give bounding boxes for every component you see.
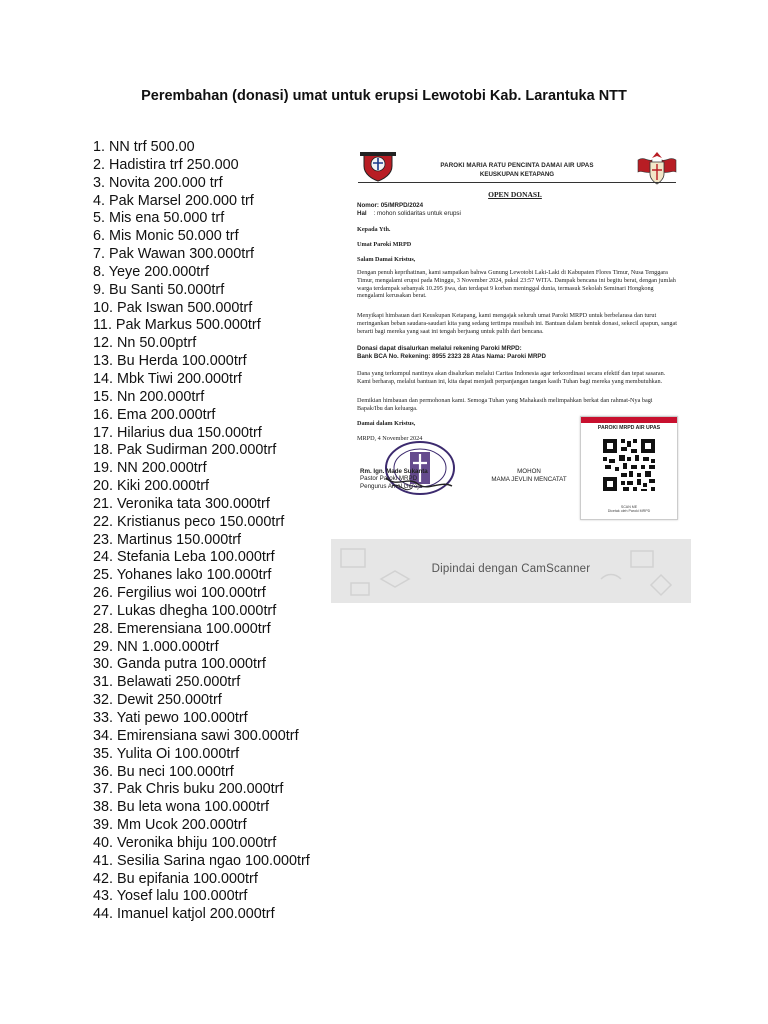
donation-item: 4. Pak Marsel 200.000 trf: [93, 192, 254, 209]
donation-item: 12. Nn 50.00ptrf: [93, 335, 197, 352]
donation-item: 1. NN trf 500.00: [93, 139, 195, 155]
diocese-emblem-icon: [634, 150, 680, 186]
page-title: Perembahan (donasi) umat untuk erupsi Lewotobi Kab. Larantuka NTT: [141, 88, 627, 104]
donation-item: 36. Bu neci 100.000trf: [93, 763, 234, 780]
donation-item: 7. Pak Wawan 300.000trf: [93, 246, 255, 263]
donation-item: 10. Pak Iswan 500.000trf: [93, 299, 253, 316]
donation-item: 23. Martinus 150.000trf: [93, 531, 241, 548]
donation-item: 27. Lukas dhegha 100.000trf: [93, 602, 277, 619]
donation-item: 28. Emerensiana 100.000trf: [93, 620, 271, 637]
donation-item: 2. Hadistira trf 250.000: [93, 156, 239, 173]
letter-closing: Damai dalam Kristus,: [357, 420, 416, 427]
donation-item: 17. Hilarius dua 150.000trf: [93, 424, 262, 441]
parish-emblem-icon: [358, 150, 398, 182]
donation-item: 3. Novita 200.000 trf: [93, 174, 223, 191]
letter-recipient: Umat Paroki MRPD: [357, 241, 412, 248]
donation-info-line1: Donasi dapat disalurkan melalui rekening Paroki MRPD:: [357, 345, 522, 352]
donation-item: 44. Imanuel katjol 200.000trf: [93, 906, 275, 923]
letter-paragraph-1: Dengan penuh keprihatinan, kami sampaikan bahwa Gunung Lewotobi Laki-Laki di Kabupaten Flores Timur, Nusa Tenggara Timur, mengalami erupsi pada Minggu, 3 November 2024, pukul 23:57 WITA. Dampak bencana ini begitu berat, dengan jumlah warga terdampak sebanyak 10.295 jiwa, dan terdapat 9 korban meninggal dunia, termasuk Sekolah Seminari Hongkong mengalami kerusakan berat.: [357, 269, 676, 300]
donation-item: 19. NN 200.000trf: [93, 460, 207, 477]
donation-item: 26. Fergilius woi 100.000trf: [93, 585, 266, 602]
donation-item: 6. Mis Monic 50.000 trf: [93, 228, 239, 245]
donation-item: 41. Sesilia Sarina ngao 100.000trf: [93, 852, 310, 869]
donation-item: 18. Pak Sudirman 200.000trf: [93, 442, 277, 459]
donation-item: 31. Belawati 250.000trf: [93, 674, 241, 691]
qr-card-foot: Dicetak oleh Paroki MRPD: [607, 509, 651, 513]
donation-item: 24. Stefania Leba 100.000trf: [93, 549, 275, 566]
letter-greeting: Salam Damai Kristus,: [357, 256, 416, 263]
letter-header-line1: PAROKI MARIA RATU PENCINTA DAMAI AIR UPAS: [440, 162, 594, 169]
donation-item: 22. Kristianus peco 150.000trf: [93, 513, 285, 530]
request-label: MOHON: [517, 468, 541, 475]
donation-item: 16. Ema 200.000trf: [93, 406, 216, 423]
donation-item: 15. Nn 200.000trf: [93, 388, 205, 405]
donation-item: 5. Mis ena 50.000 trf: [93, 210, 225, 227]
header-rule: [358, 182, 676, 183]
donation-item: 20. Kiki 200.000trf: [93, 478, 209, 495]
donation-info-line2: Bank BCA No. Rekening: 8955 2323 28 Atas Nama: Paroki MRPD: [357, 352, 547, 360]
letter-place-date: MRPD, 4 November 2024: [357, 435, 423, 442]
subject-label: Hal: [357, 210, 367, 217]
qr-card-title: PAROKI MRPD AIR UPAS: [597, 425, 661, 431]
donation-item: 39. Mm Ucok 200.000trf: [93, 817, 247, 834]
donation-item: 34. Emirensiana sawi 300.000trf: [93, 727, 299, 744]
donation-item: 14. Mbk Tiwi 200.000trf: [93, 370, 242, 387]
letter-paragraph-4: Demikian himbauan dan permohonan kami. Semoga Tuhan yang Mahakasih melimpahkan berkat dan rahmat-Nya bagi Bapak/Ibu dan keluarga.: [357, 397, 653, 412]
signer-role-2: Pengurus Amal Gereja: [360, 482, 423, 490]
scanned-letter: [344, 138, 686, 532]
donation-list: [93, 139, 310, 924]
letter-header-line2: KEUSKUPAN KETAPANG: [479, 171, 555, 178]
donation-item: 42. Bu epifania 100.000trf: [93, 870, 258, 887]
donation-item: 9. Bu Santi 50.000trf: [93, 281, 225, 298]
donation-item: 8. Yeye 200.000trf: [93, 263, 210, 280]
donation-item: 40. Veronika bhiju 100.000trf: [93, 834, 277, 851]
signer-name: Rm. Ign. Made Sukanta: [360, 468, 428, 475]
letter-number: Nomor: 05/MRPD/2024: [357, 202, 424, 209]
qr-card-banner: [581, 417, 677, 423]
camscanner-text: Dipindai dengan CamScanner: [431, 563, 591, 575]
donation-item: 25. Yohanes lako 100.000trf: [93, 567, 272, 584]
request-sub: MAMA JEVLIN MENCATAT: [491, 476, 567, 483]
letter-paragraph-2: Menyikapi himbauan dari Keuskupan Ketapang, kami mengajak seluruh umat Paroki MRPD untuk berbelarasa dan turut meringankan beban saudara-saudari kita yang sedang tertimpa musibah ini. Bantuan dalam bentuk donasi, sekecil apapun, sangat berarti bagi mereka yang saat ini tengah berjuang untuk pulih dari bencana.: [357, 312, 677, 335]
donation-item: 30. Ganda putra 100.000trf: [93, 656, 266, 673]
letter-signatory: [360, 468, 470, 490]
letter-header: [406, 162, 628, 178]
donation-item: 37. Pak Chris buku 200.000trf: [93, 781, 284, 798]
qr-code-icon: [601, 437, 657, 493]
donation-item: 13. Bu Herda 100.000trf: [93, 353, 247, 370]
donation-item: 33. Yati pewo 100.000trf: [93, 710, 248, 726]
donation-item: 11. Pak Markus 500.000trf: [93, 317, 261, 334]
camscanner-watermark: [331, 539, 691, 603]
donation-item: 35. Yulita Oi 100.000trf: [93, 745, 240, 762]
letter-heading: OPEN DONASI.: [488, 190, 542, 199]
letter-recipient-label: Kepada Yth.: [357, 226, 391, 233]
donation-item: 32. Dewit 250.000trf: [93, 692, 222, 709]
signer-role-1: Pastor Paroki MRPD: [360, 475, 418, 483]
donation-item: 38. Bu leta wona 100.000trf: [93, 799, 270, 816]
letter-subject: [357, 210, 677, 218]
letter-donation-info: [357, 345, 677, 361]
qr-card: [580, 416, 678, 520]
donation-item: 29. NN 1.000.000trf: [93, 638, 219, 655]
donation-item: 21. Veronika tata 300.000trf: [93, 495, 270, 512]
subject-value: : mohon solidaritas untuk erupsi: [373, 210, 461, 217]
donation-item: 43. Yosef lalu 100.000trf: [93, 888, 248, 905]
letter-paragraph-3: Dana yang terkumpul nantinya akan disalurkan melalui Caritas Indonesia agar terkoordinasi secara efektif dan tepat sasaran. Kami berharap, melalui bantuan ini, kita dapat menjadi perpanjangan tangan kasih Tuhan bagi mereka yang membutuhkan.: [357, 370, 666, 385]
qr-card-footer: [581, 505, 677, 513]
letter-request: [484, 468, 574, 484]
qr-card-scan-label: SCAN ME: [620, 505, 638, 509]
